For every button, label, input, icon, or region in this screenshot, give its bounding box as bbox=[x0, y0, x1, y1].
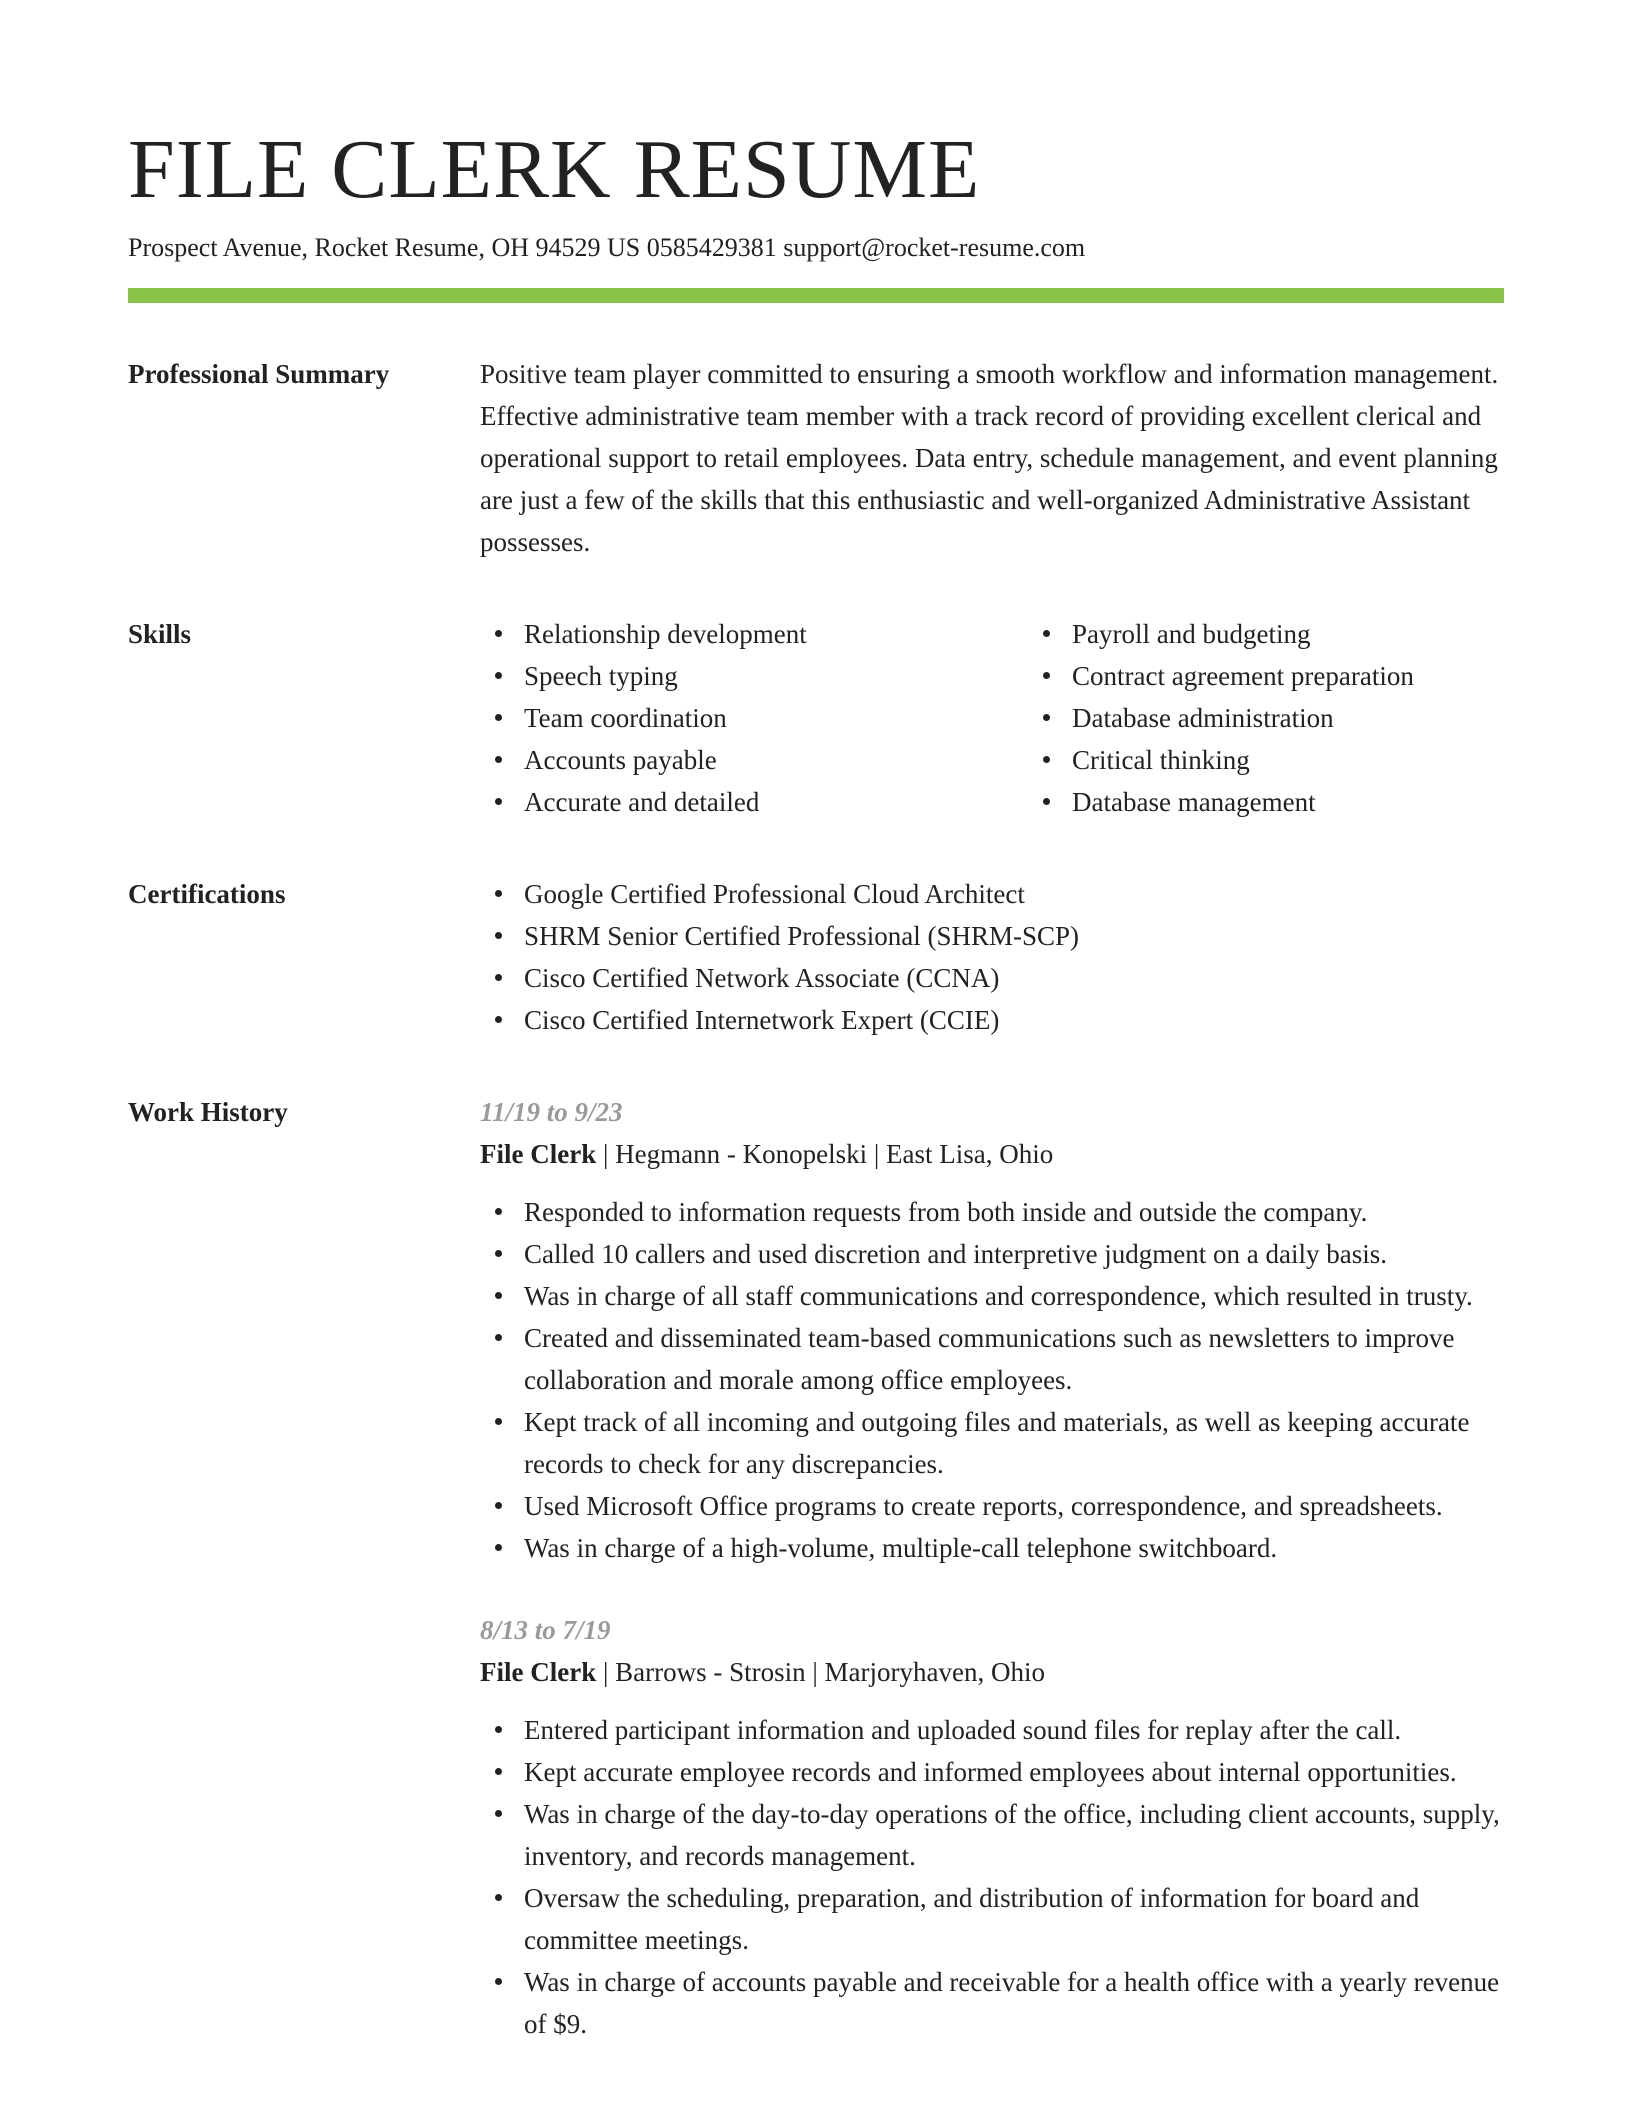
job-bullet: Kept accurate employee records and informed employees about internal opportunities. bbox=[524, 1751, 1504, 1793]
resume-title: FILE CLERK RESUME bbox=[128, 123, 981, 216]
header-divider bbox=[128, 288, 1504, 303]
job-title: File Clerk bbox=[480, 1139, 597, 1169]
certification-item: Google Certified Professional Cloud Architect bbox=[524, 873, 1504, 915]
job-entry bbox=[480, 1091, 1504, 1569]
job-bullets bbox=[480, 1191, 1504, 1569]
job-bullet: Was in charge of a high-volume, multiple-call telephone switchboard. bbox=[524, 1527, 1504, 1569]
work-history-section bbox=[128, 1091, 1504, 2045]
job-dates: 8/13 to 7/19 bbox=[480, 1615, 611, 1645]
summary-content bbox=[480, 353, 1504, 563]
section-label-work-history: Work History bbox=[128, 1097, 288, 1127]
professional-summary-section bbox=[128, 353, 1504, 563]
skills-section bbox=[128, 613, 1504, 823]
section-label-certifications: Certifications bbox=[128, 879, 286, 909]
certifications-list bbox=[480, 873, 1504, 1041]
skills-content bbox=[480, 613, 1576, 823]
job-heading bbox=[480, 1133, 1504, 1175]
job-details: | Barrows - Strosin | Marjoryhaven, Ohio bbox=[596, 1657, 1045, 1687]
job-bullet: Oversaw the scheduling, preparation, and distribution of information for board and committee meetings. bbox=[524, 1877, 1504, 1961]
certification-item: Cisco Certified Network Associate (CCNA) bbox=[524, 957, 1504, 999]
skill-item: Speech typing bbox=[524, 655, 1028, 697]
skills-list-left bbox=[480, 613, 1028, 823]
certification-item: Cisco Certified Internetwork Expert (CCIE) bbox=[524, 999, 1504, 1041]
job-bullet: Entered participant information and uploaded sound files for replay after the call. bbox=[524, 1709, 1504, 1751]
job-bullet: Was in charge of all staff communications and correspondence, which resulted in trusty. bbox=[524, 1275, 1504, 1317]
job-details: | Hegmann - Konopelski | East Lisa, Ohio bbox=[596, 1139, 1054, 1169]
skill-item: Critical thinking bbox=[1072, 739, 1576, 781]
skill-item: Payroll and budgeting bbox=[1072, 613, 1576, 655]
job-bullet: Kept track of all incoming and outgoing files and materials, as well as keeping accurate records to check for any discrepancies. bbox=[524, 1401, 1504, 1485]
job-title: File Clerk bbox=[480, 1657, 597, 1687]
skill-item: Relationship development bbox=[524, 613, 1028, 655]
contact-line bbox=[128, 230, 1504, 266]
certification-item: SHRM Senior Certified Professional (SHRM-SCP) bbox=[524, 915, 1504, 957]
skill-item: Accurate and detailed bbox=[524, 781, 1028, 823]
skills-list-right bbox=[1028, 613, 1576, 823]
job-bullet: Created and disseminated team-based communications such as newsletters to improve collaboration and morale among office employees. bbox=[524, 1317, 1504, 1401]
job-bullet: Was in charge of the day-to-day operations of the office, including client accounts, supply, inventory, and records management. bbox=[524, 1793, 1504, 1877]
contact-address: Prospect Avenue, Rocket Resume, OH 94529 US bbox=[128, 233, 641, 262]
skill-item: Database administration bbox=[1072, 697, 1576, 739]
job-bullets bbox=[480, 1709, 1504, 2045]
skill-item: Contract agreement preparation bbox=[1072, 655, 1576, 697]
job-entry bbox=[480, 1609, 1504, 2045]
work-history-content bbox=[480, 1091, 1504, 2045]
job-bullet: Was in charge of accounts payable and receivable for a health office with a yearly revenue of $9. bbox=[524, 1961, 1504, 2045]
certifications-section bbox=[128, 873, 1504, 1041]
resume-page bbox=[128, 120, 1504, 2045]
job-bullet: Used Microsoft Office programs to create reports, correspondence, and spreadsheets. bbox=[524, 1485, 1504, 1527]
section-label-summary: Professional Summary bbox=[128, 359, 390, 389]
skill-item: Database management bbox=[1072, 781, 1576, 823]
job-heading bbox=[480, 1651, 1504, 1693]
certifications-content bbox=[480, 873, 1504, 1041]
section-label-skills: Skills bbox=[128, 619, 192, 649]
job-bullet: Called 10 callers and used discretion and interpretive judgment on a daily basis. bbox=[524, 1233, 1504, 1275]
skill-item: Team coordination bbox=[524, 697, 1028, 739]
skill-item: Accounts payable bbox=[524, 739, 1028, 781]
summary-text: Positive team player committed to ensuring a smooth workflow and information management. Effective administrative team member with a track record of providing excellent clerical and operational support to retail employees. Data entry, schedule management, and event planning are just a few of the skills that this enthusiastic and well-organized Administrative Assistant possesses. bbox=[480, 359, 1499, 557]
job-bullet: Responded to information requests from both inside and outside the company. bbox=[524, 1191, 1504, 1233]
job-dates: 11/19 to 9/23 bbox=[480, 1097, 623, 1127]
contact-phone: 0585429381 bbox=[646, 233, 777, 262]
contact-email: support@rocket-resume.com bbox=[783, 233, 1086, 262]
